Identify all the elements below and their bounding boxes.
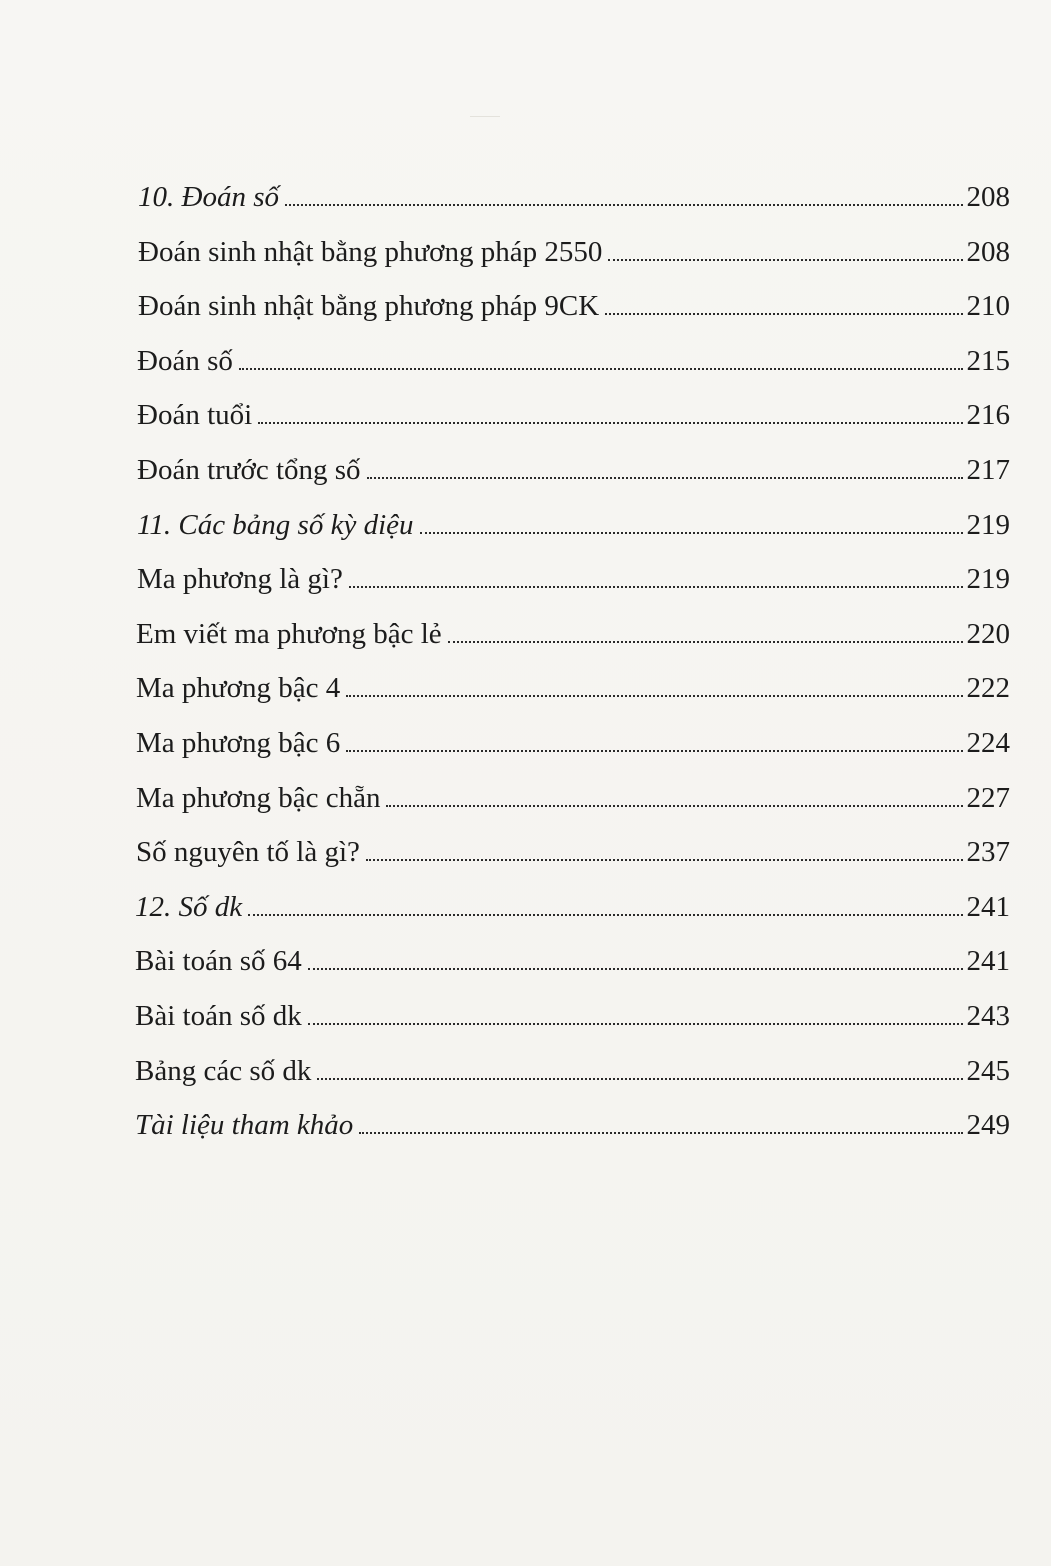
toc-entry-page-number: 215	[966, 344, 1010, 377]
toc-entry-page-number: 237	[966, 836, 1010, 869]
dot-leader	[420, 532, 963, 534]
toc-section-entry	[136, 771, 1010, 826]
toc-entry-page-number: 222	[966, 672, 1010, 705]
page-mark	[470, 116, 500, 117]
dot-leader	[448, 641, 963, 643]
toc-section-entry	[136, 607, 1010, 662]
toc-section-entry	[135, 989, 1010, 1044]
dot-leader	[367, 477, 963, 479]
toc-entry-title: Ma phương bậc 4	[136, 672, 341, 705]
dot-leader	[308, 968, 963, 970]
toc-chapter-entry	[135, 880, 1010, 935]
toc-section-entry	[136, 825, 1010, 880]
toc-entry-title: Đoán số	[137, 344, 233, 377]
toc-entry-title: Bài toán số 64	[135, 945, 302, 978]
toc-section-entry	[137, 334, 1010, 389]
toc-entry-title: Tài liệu tham khảo	[135, 1109, 354, 1142]
toc-section-entry	[137, 388, 1010, 443]
dot-leader	[239, 368, 963, 370]
dot-leader	[248, 914, 962, 916]
toc-entry-page-number: 208	[966, 181, 1010, 213]
dot-leader	[317, 1078, 962, 1080]
toc-entry-title: Đoán sinh nhật bằng phương pháp 2550	[138, 235, 603, 268]
toc-entry-title: 12. Số dk	[135, 890, 243, 923]
toc-entry-page-number: 210	[966, 290, 1010, 323]
dot-leader	[346, 695, 962, 697]
dot-leader	[366, 859, 963, 861]
toc-entry-page-number: 219	[966, 508, 1010, 541]
toc-section-entry	[136, 716, 1010, 771]
toc-entry-page-number: 219	[966, 563, 1010, 596]
toc-section-entry	[137, 552, 1010, 607]
toc-entry-page-number: 216	[966, 399, 1010, 432]
toc-entry-page-number: 224	[966, 726, 1010, 759]
dot-leader	[349, 586, 963, 588]
toc-entry-title: Ma phương là gì?	[137, 563, 343, 596]
toc-entry-title: Số nguyên tố là gì?	[136, 836, 360, 869]
toc-entry-page-number: 220	[966, 617, 1010, 650]
toc-section-entry	[135, 1044, 1010, 1099]
dot-leader	[605, 313, 962, 315]
toc-entry-title: Đoán sinh nhật bằng phương pháp 9CK	[138, 290, 600, 323]
toc-chapter-entry	[138, 170, 1010, 225]
toc-entry-title: Ma phương bậc chẵn	[136, 781, 381, 814]
dot-leader	[258, 422, 962, 424]
toc-section-entry	[138, 279, 1010, 334]
toc-entry-title: 11. Các bảng số kỳ diệu	[137, 508, 414, 541]
dot-leader	[308, 1023, 963, 1025]
toc-entry-page-number: 227	[966, 781, 1010, 814]
toc-entry-page-number: 241	[966, 945, 1010, 978]
toc-chapter-entry	[135, 1098, 1010, 1153]
toc-entry-page-number: 217	[966, 453, 1010, 486]
dot-leader	[386, 805, 962, 807]
table-of-contents	[132, 170, 1010, 1153]
toc-entry-page-number: 245	[966, 1054, 1010, 1087]
dot-leader	[346, 750, 962, 752]
toc-entry-page-number: 208	[966, 235, 1010, 268]
toc-section-entry	[138, 225, 1010, 280]
toc-entry-title: Đoán tuổi	[137, 399, 253, 432]
toc-entry-page-number: 249	[966, 1109, 1010, 1142]
toc-entry-page-number: 243	[966, 999, 1010, 1032]
toc-entry-title: Bài toán số dk	[135, 999, 302, 1032]
toc-entry-title: Em viết ma phương bậc lẻ	[136, 617, 442, 650]
toc-section-entry	[137, 443, 1010, 498]
toc-entry-page-number: 241	[966, 890, 1010, 923]
dot-leader	[285, 204, 963, 206]
toc-entry-title: Ma phương bậc 6	[136, 726, 341, 759]
dot-leader	[359, 1132, 962, 1134]
toc-entry-title: 10. Đoán số	[138, 181, 279, 213]
toc-section-entry	[135, 934, 1010, 989]
toc-chapter-entry	[137, 498, 1010, 553]
toc-entry-title: Bảng các số dk	[135, 1054, 312, 1087]
toc-section-entry	[136, 661, 1010, 716]
toc-entry-title: Đoán trước tổng số	[137, 453, 361, 486]
dot-leader	[608, 259, 962, 261]
